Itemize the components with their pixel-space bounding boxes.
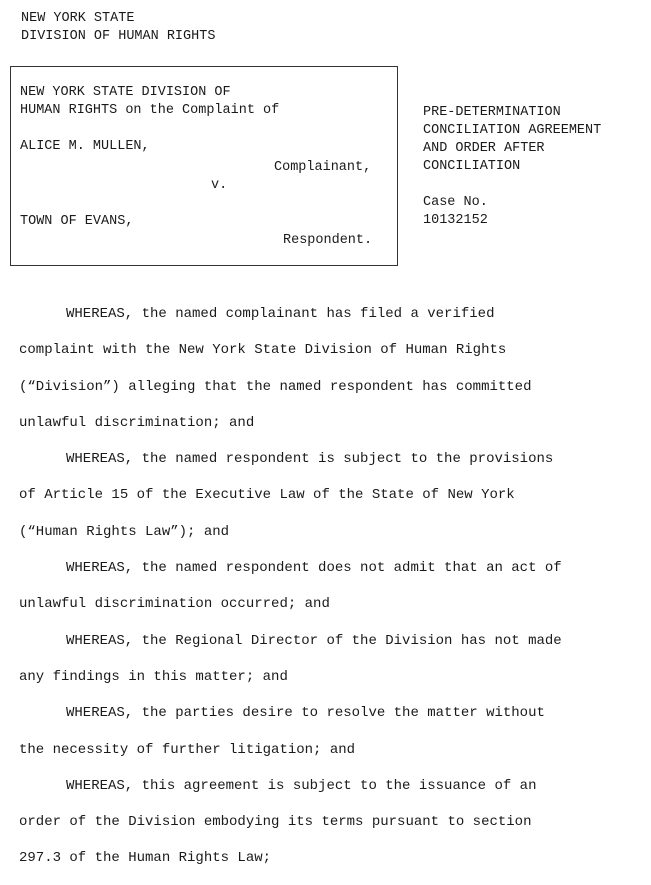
body-line: WHEREAS, the named respondent does not admit that an act of [66, 560, 562, 577]
body-line: order of the Division embodying its terms pursuant to section [19, 814, 532, 831]
body-line: WHEREAS, the named respondent is subject to the provisions [66, 451, 554, 468]
complainant-role: Complainant, [274, 160, 372, 175]
case-number: 10132152 [423, 213, 488, 228]
body-line: 297.3 of the Human Rights Law; [19, 850, 272, 867]
agency-heading [21, 10, 215, 46]
body-line: WHEREAS, the Regional Director of the Division has not made [66, 632, 562, 649]
respondent-name: TOWN OF EVANS, [20, 214, 134, 229]
body-line: (“Human Rights Law”); and [19, 523, 230, 540]
body-line: of Article 15 of the Executive Law of the State of New York [19, 487, 515, 504]
agency-line-1: NEW YORK STATE [21, 11, 135, 26]
agency-line-2: DIVISION OF HUMAN RIGHTS [21, 29, 216, 44]
case-caption-box [10, 66, 398, 266]
body-line: any findings in this matter; and [19, 668, 288, 685]
body-text [19, 300, 639, 881]
body-line: unlawful discrimination occurred; and [19, 596, 330, 613]
caption-line-2: HUMAN RIGHTS on the Complaint of [20, 103, 280, 118]
title-line-1: PRE-DETERMINATION [423, 105, 561, 120]
case-number-block [423, 194, 488, 230]
title-line-4: CONCILIATION [423, 159, 521, 174]
respondent-role: Respondent. [283, 233, 373, 248]
body-line: WHEREAS, the named complainant has filed a verified [66, 306, 495, 322]
title-line-3: AND ORDER AFTER [423, 141, 545, 156]
body-line: WHEREAS, the parties desire to resolve the matter without [66, 705, 545, 722]
document-title [423, 104, 601, 176]
body-line: the necessity of further litigation; and [19, 741, 356, 758]
body-line: (“Division”) alleging that the named respondent has committed [19, 378, 532, 395]
title-line-2: CONCILIATION AGREEMENT [423, 123, 602, 138]
body-line: unlawful discrimination; and [19, 414, 255, 431]
caption-line-1: NEW YORK STATE DIVISION OF [20, 85, 231, 100]
body-line: complaint with the New York State Division of Human Rights [19, 342, 507, 359]
body-line: WHEREAS, this agreement is subject to the issuance of an [66, 777, 537, 794]
versus-label: v. [211, 178, 228, 193]
complainant-name: ALICE M. MULLEN, [20, 139, 150, 154]
case-label: Case No. [423, 195, 488, 210]
